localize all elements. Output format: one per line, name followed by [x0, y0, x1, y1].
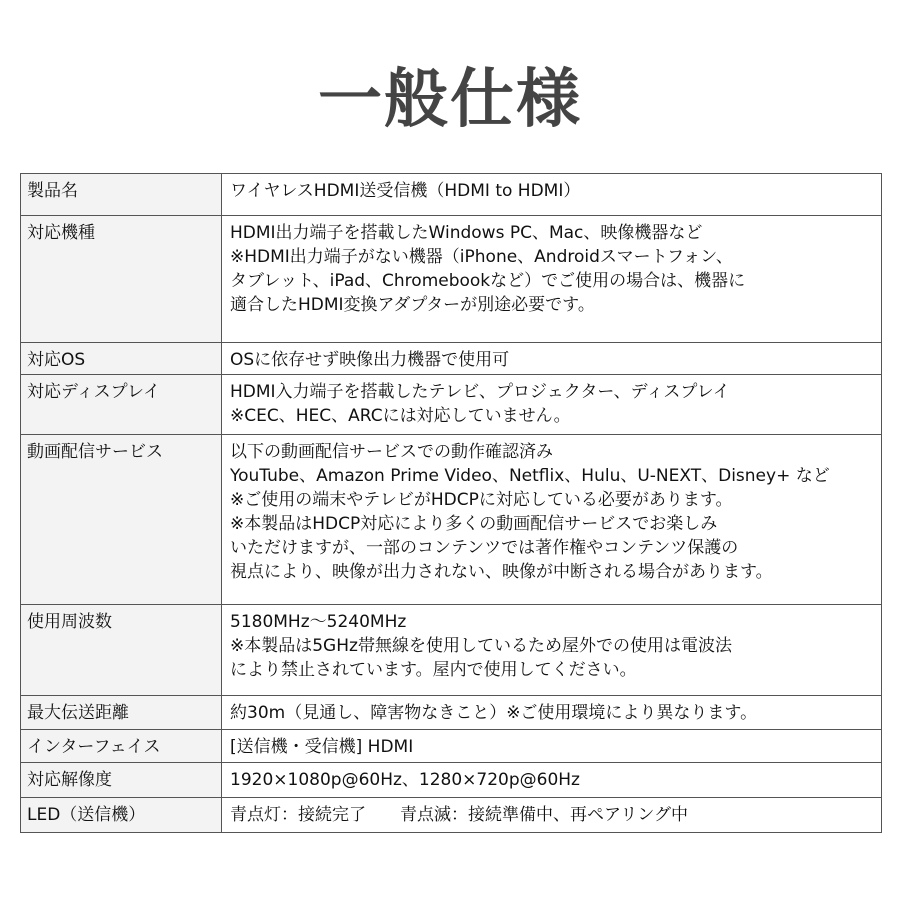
spec-value-line: により禁止されています。屋内で使用してください。	[230, 660, 637, 680]
spec-value-line: 5180MHz～5240MHz	[230, 612, 407, 632]
spec-row	[21, 605, 882, 696]
spec-value	[222, 375, 882, 435]
spec-label: 最大伝送距離	[21, 696, 222, 730]
spec-value-line: HDMI出力端子を搭載したWindows PC、Mac、映像機器など	[230, 223, 703, 243]
spec-value	[222, 343, 882, 375]
spec-value	[222, 696, 882, 730]
spec-value-line: 約30m（見通し、障害物なきこと）※ご使用環境により異なります。	[230, 703, 758, 723]
spec-value	[222, 174, 882, 216]
spec-row	[21, 730, 882, 763]
spec-value-line: HDMI入力端子を搭載したテレビ、プロジェクター、ディスプレイ	[230, 382, 730, 402]
spec-table	[20, 173, 882, 833]
spec-label: インターフェイス	[21, 730, 222, 763]
spec-label: LED（送信機）	[21, 798, 222, 833]
spec-row	[21, 174, 882, 216]
spec-label: 対応OS	[21, 343, 222, 375]
spec-value-line: ※ご使用の端末やテレビがHDCPに対応している必要があります。	[230, 490, 733, 510]
spec-value	[222, 435, 882, 605]
spec-value-line: タブレット、iPad、Chromebookなど）でご使用の場合は、機器に	[230, 271, 746, 291]
spec-row	[21, 435, 882, 605]
spec-value-line: ※HDMI出力端子がない機器（iPhone、Androidスマートフォン、	[230, 247, 733, 267]
spec-label: 使用周波数	[21, 605, 222, 696]
spec-value-line: YouTube、Amazon Prime Video、Netflix、Hulu、U-NEXT、Disney+ など	[230, 466, 830, 486]
spec-row	[21, 763, 882, 798]
spec-label: 対応解像度	[21, 763, 222, 798]
spec-value-line: 適合したHDMI変換アダプターが別途必要です。	[230, 295, 595, 315]
spec-value-line: ※本製品はHDCP対応により多くの動画配信サービスでお楽しみ	[230, 514, 718, 534]
spec-value-line: 青点灯：接続完了 青点滅：接続準備中、再ペアリング中	[230, 805, 688, 825]
spec-value-line: OSに依存せず映像出力機器で使用可	[230, 350, 510, 370]
spec-value-line: 1920×1080p@60Hz、1280×720p@60Hz	[230, 770, 580, 790]
spec-value	[222, 763, 882, 798]
spec-label: 対応機種	[21, 216, 222, 343]
spec-value	[222, 798, 882, 833]
spec-value-line: いただけますが、一部のコンテンツでは著作権やコンテンツ保護の	[230, 538, 739, 558]
spec-row	[21, 216, 882, 343]
spec-value	[222, 605, 882, 696]
spec-value-line: ワイヤレスHDMI送受信機（HDMI to HDMI）	[230, 181, 581, 201]
spec-value	[222, 730, 882, 763]
spec-label: 動画配信サービス	[21, 435, 222, 605]
spec-row	[21, 343, 882, 375]
spec-row	[21, 696, 882, 730]
spec-value-line: ※本製品は5GHz帯無線を使用しているため屋外での使用は電波法	[230, 636, 732, 656]
spec-value	[222, 216, 882, 343]
spec-value-line: 視点により、映像が出力されない、映像が中断される場合があります。	[230, 562, 773, 582]
spec-value-line: ※CEC、HEC、ARCには対応していません。	[230, 406, 571, 426]
spec-label: 対応ディスプレイ	[21, 375, 222, 435]
spec-value-line: [送信機・受信機] HDMI	[230, 737, 414, 757]
spec-row	[21, 798, 882, 833]
spec-row	[21, 375, 882, 435]
spec-value-line: 以下の動画配信サービスでの動作確認済み	[230, 442, 553, 462]
page-title: 一般仕様	[318, 63, 582, 137]
spec-label: 製品名	[21, 174, 222, 216]
